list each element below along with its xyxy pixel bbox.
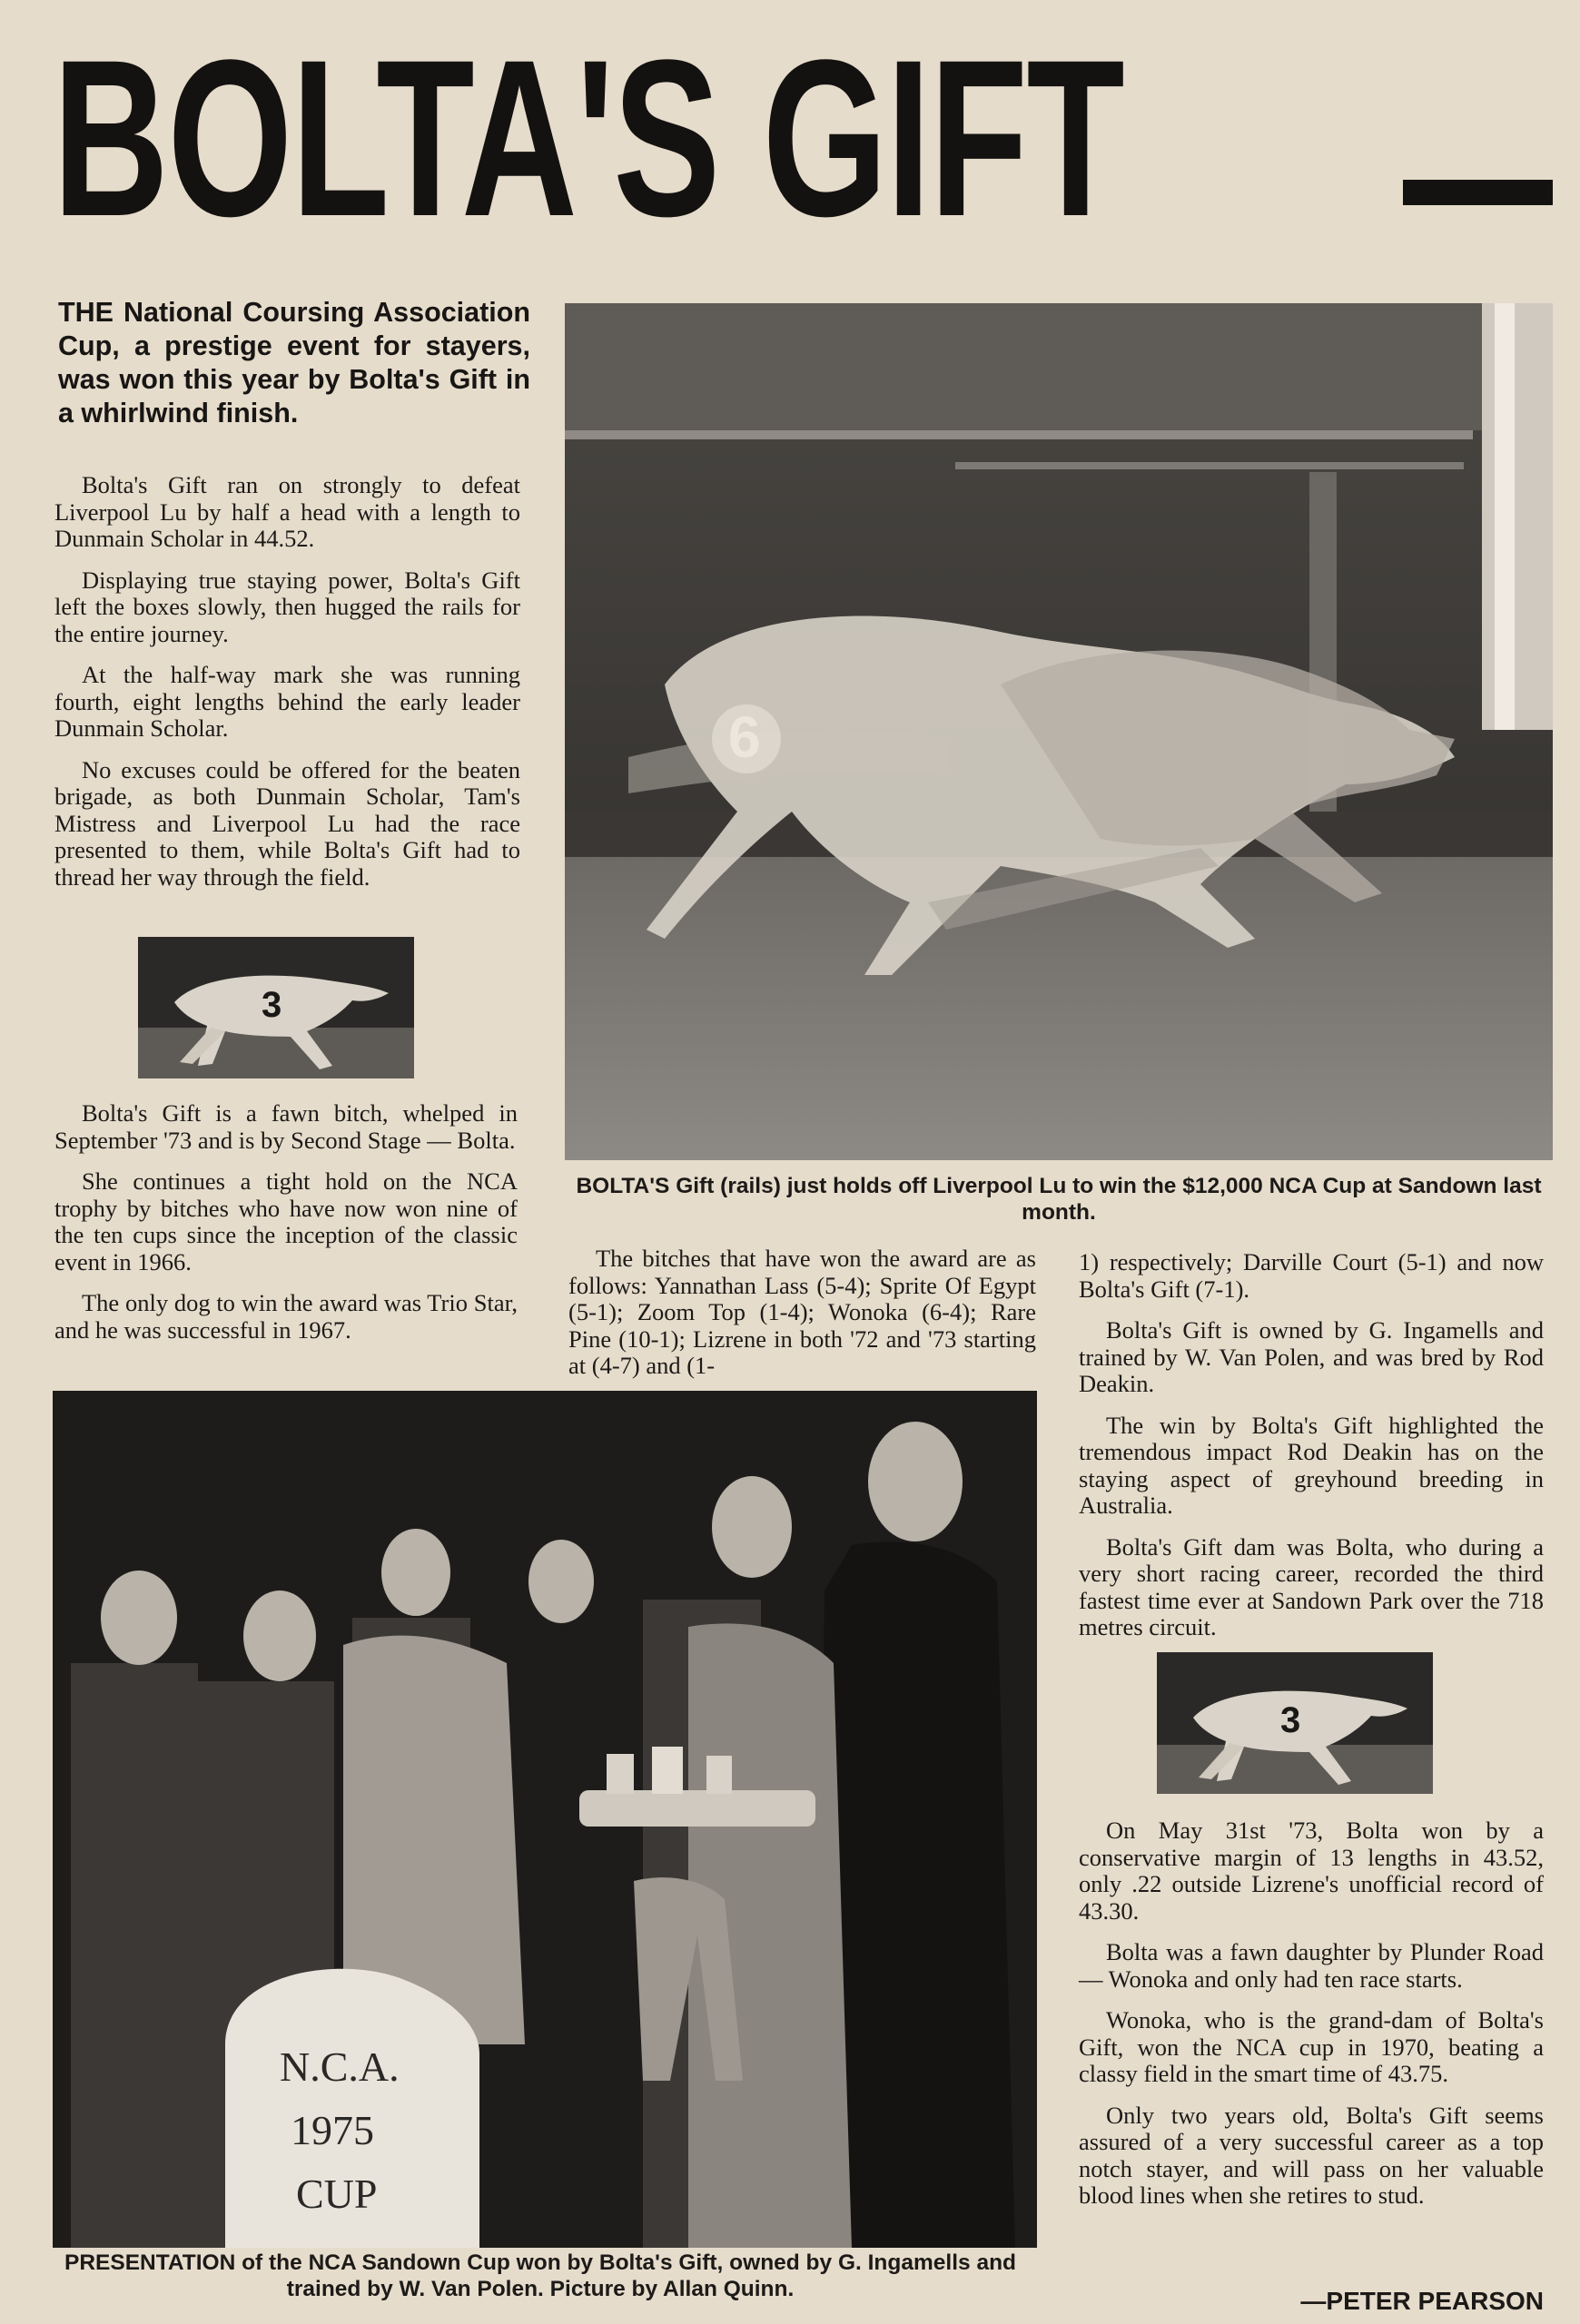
inset-greyhound-photo <box>1157 1652 1433 1794</box>
article-paragraph: She continues a tight hold on the NCA trophy by bitches who have now won nine of the ten cups since the inception of the classic event in 1966. <box>54 1167 518 1275</box>
article-paragraph: 1) respectively; Darville Court (5-1) and now Bolta's Gift (7-1). <box>1079 1248 1544 1303</box>
presentation-photo <box>53 1391 1037 2248</box>
headline: BOLTA'S GIFT <box>53 14 1124 263</box>
race-photo-caption: BOLTA'S Gift (rails) just holds off Liverpool Lu to win the $12,000 NCA Cup at Sandown last month. <box>576 1174 1542 1225</box>
article-paragraph: No excuses could be offered for the beaten brigade, as both Dunmain Scholar, Tam's Mistress and Liverpool Lu had the race presented to them, while Bolta's Gift had to thread her way through the field. <box>54 755 520 891</box>
race-bib-number: 6 <box>728 704 761 770</box>
trophy-inscription: N.C.A. <box>280 2043 400 2090</box>
article-paragraph: The bitches that have won the award are as follows: Yannathan Lass (5-4); Sprite Of Egypt (5-1); Zoom Top (1-4); Wonoka (6-4); Rare Pine (10-1); Lizrene in both '72 and '73 starting at (4-7) and (1- <box>568 1245 1036 1379</box>
article-paragraph: On May 31st '73, Bolta won by a conservative margin of 13 lengths in 43.52, only .22 outside Lizrene's unofficial record of 43.30. <box>1079 1817 1544 1925</box>
article-paragraph: The only dog to win the award was Trio Star, and he was successful in 1967. <box>54 1289 518 1344</box>
article-paragraph: Bolta's Gift ran on strongly to defeat Liverpool Lu by half a head with a length to Dunmain Scholar in 44.52. <box>54 471 520 552</box>
article-paragraph: Displaying true staying power, Bolta's Gift left the boxes slowly, then hugged the rails for the entire journey. <box>54 566 520 647</box>
article-paragraph: Only two years old, Bolta's Gift seems assured of a very successful career as a top notch stayer, and will pass on her valuable blood lines when she retires to stud. <box>1079 2101 1544 2209</box>
race-photo <box>565 303 1553 1160</box>
column-2 <box>568 1246 1036 1394</box>
column-3-top <box>1079 1249 1544 1656</box>
headline-dash <box>1403 180 1553 205</box>
article-paragraph: Bolta's Gift is a fawn bitch, whelped in September '73 and is by Second Stage — Bolta. <box>54 1099 518 1154</box>
column-1-top <box>54 472 520 905</box>
article-paragraph: At the half-way mark she was running fourth, eight lengths behind the early leader Dunmain Scholar. <box>54 661 520 742</box>
trophy-inscription: 1975 <box>291 2107 374 2153</box>
byline: —PETER PEARSON <box>1300 2287 1544 2315</box>
article-paragraph: Bolta's Gift is owned by G. Ingamells and trained by W. Van Polen, and was bred by Rod Deakin. <box>1079 1316 1544 1397</box>
inset-bib-number: 3 <box>1280 1700 1301 1740</box>
column-1-bottom <box>54 1100 518 1358</box>
column-3-bottom <box>1079 1817 1544 2224</box>
presentation-photo-caption: PRESENTATION of the NCA Sandown Cup won by Bolta's Gift, owned by G. Ingamells and trained by W. Van Polen. Picture by Allan Quinn. <box>64 2250 1017 2301</box>
inset-greyhound-photo <box>138 937 414 1078</box>
article-paragraph: Bolta's Gift dam was Bolta, who during a very short racing career, recorded the third fastest time ever at Sandown Park over the 718 metres circuit. <box>1079 1532 1544 1640</box>
article-paragraph: The win by Bolta's Gift highlighted the tremendous impact Rod Deakin has on the staying aspect of greyhound breeding in Australia. <box>1079 1411 1544 1519</box>
trophy-inscription: CUP <box>296 2171 378 2217</box>
inset-bib-number: 3 <box>262 985 282 1025</box>
intro-paragraph: THE National Coursing Association Cup, a prestige event for stayers, was won this year by Bolta's Gift in a whirlwind finish. <box>58 297 530 428</box>
article-paragraph: Bolta was a fawn daughter by Plunder Road — Wonoka and only had ten race starts. <box>1079 1938 1544 1993</box>
article-paragraph: Wonoka, who is the grand-dam of Bolta's Gift, won the NCA cup in 1970, beating a classy field in the smart time of 43.75. <box>1079 2006 1544 2087</box>
